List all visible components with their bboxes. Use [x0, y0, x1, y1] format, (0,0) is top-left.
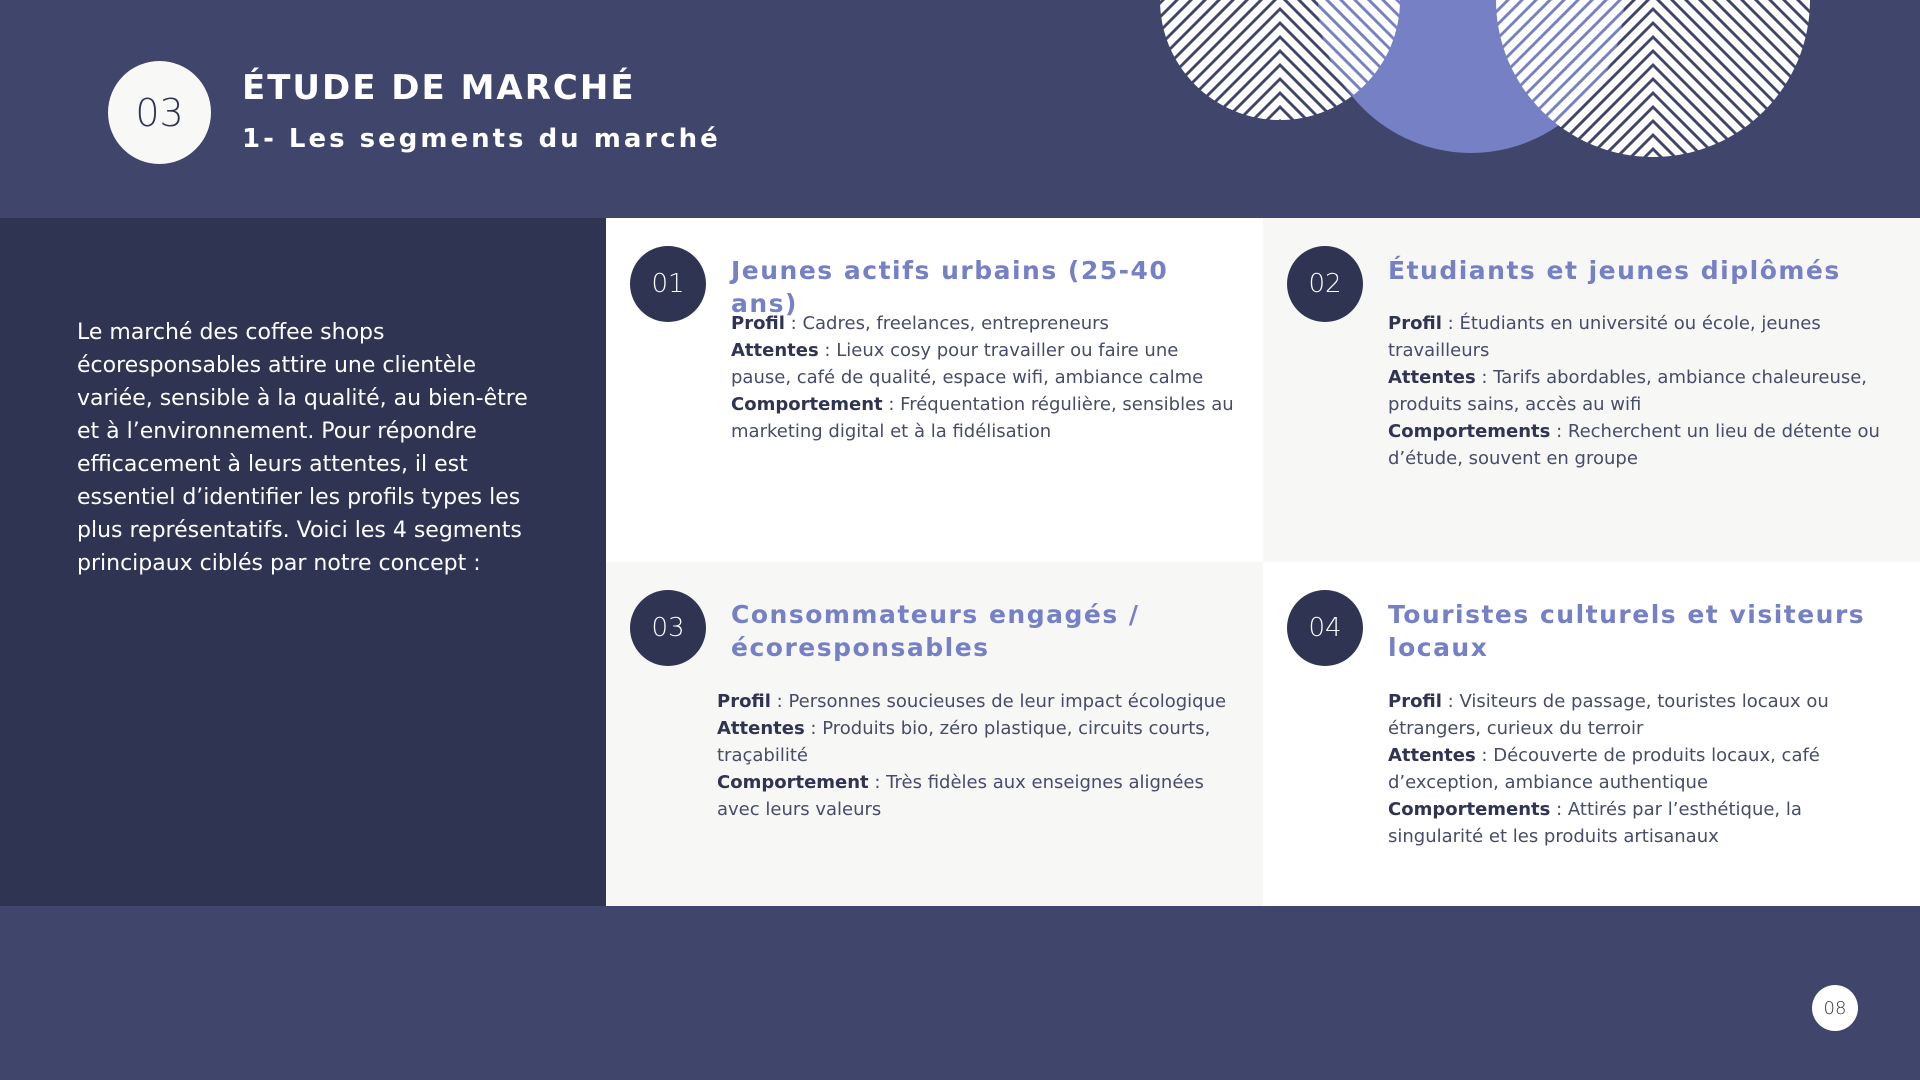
comportement-label: Comportements — [1388, 421, 1551, 442]
segment-number-badge: 01 — [630, 246, 706, 322]
segment-title: Étudiants et jeunes diplômés — [1388, 256, 1841, 285]
striped-semicircle-decoration-icon — [1150, 0, 1830, 160]
segment-card-01 — [606, 218, 1263, 562]
segment-title: Touristes culturels et visiteurs locaux — [1388, 600, 1866, 662]
attentes-label: Attentes — [731, 340, 819, 361]
segment-details — [731, 310, 1241, 445]
attentes-text: : Tarifs abordables, ambiance chaleureuse, produits sains, accès au wifi — [1388, 367, 1868, 415]
chevron-stripe — [1150, 142, 1680, 160]
section-number-badge: 03 — [108, 61, 211, 164]
page-subtitle: 1- Les segments du marché — [242, 124, 721, 154]
profil-text: : Personnes soucieuses de leur impact écologique — [770, 691, 1227, 712]
comportement-text: : Recherchent un lieu de détente ou d’étude, souvent en groupe — [1388, 421, 1880, 469]
profil-text: : Visiteurs de passage, touristes locaux ou étrangers, curieux du terroir — [1388, 691, 1829, 739]
header-band — [0, 0, 1920, 218]
profil-text: : Étudiants en université ou école, jeunes travailleurs — [1388, 313, 1821, 361]
segment-number-badge: 03 — [630, 590, 706, 666]
page-title: ÉTUDE DE MARCHÉ — [242, 68, 636, 108]
attentes-text: : Découverte de produits locaux, café d’exception, ambiance authentique — [1388, 745, 1820, 793]
attentes-label: Attentes — [717, 718, 805, 739]
comportement-text: : Fréquentation régulière, sensibles au marketing digital et à la fidélisation — [731, 394, 1234, 442]
chevron-stripe — [1150, 156, 1680, 160]
intro-panel — [0, 218, 606, 906]
attentes-label: Attentes — [1388, 367, 1476, 388]
attentes-label: Attentes — [1388, 745, 1476, 766]
chevron-stripe — [1253, 156, 1830, 160]
comportement-label: Comportement — [717, 772, 869, 793]
page-number: 08 — [1812, 985, 1858, 1031]
segment-card-02 — [1263, 218, 1920, 562]
segment-details — [1388, 310, 1898, 472]
chevron-stripe — [1253, 142, 1830, 160]
segment-card-04 — [1263, 562, 1920, 906]
attentes-text: : Lieux cosy pour travailler ou faire une pause, café de qualité, espace wifi, ambiance calme — [731, 340, 1204, 388]
comportement-text: : Attirés par l’esthétique, la singularité et les produits artisanaux — [1388, 799, 1802, 847]
comportement-text: : Très fidèles aux enseignes alignées avec leurs valeurs — [717, 772, 1204, 820]
profil-label: Profil — [1388, 313, 1442, 334]
segment-details — [1388, 688, 1898, 850]
segment-title: Consommateurs engagés / écoresponsables — [731, 600, 1140, 662]
segment-number-badge: 04 — [1287, 590, 1363, 666]
profil-label: Profil — [717, 691, 771, 712]
attentes-text: : Produits bio, zéro plastique, circuits courts, traçabilité — [717, 718, 1211, 766]
segment-title: Jeunes actifs urbains (25-40 ans) — [731, 256, 1169, 318]
profil-text: : Cadres, freelances, entrepreneurs — [784, 313, 1109, 334]
comportement-label: Comportements — [1388, 799, 1551, 820]
segment-number-badge: 02 — [1287, 246, 1363, 322]
comportement-label: Comportement — [731, 394, 883, 415]
segment-card-03 — [606, 562, 1263, 906]
segment-details — [717, 688, 1237, 823]
profil-label: Profil — [1388, 691, 1442, 712]
profil-label: Profil — [731, 313, 785, 334]
intro-text: Le marché des coffee shops écoresponsables attire une clientèle variée, sensible à la qualité, au bien-être et à l’environnement. Pour répondre efficacement à leurs attentes, il est essentiel d’identifier les profils types les plus représentatifs. Voici les 4 segments principaux ciblés par notre concept : — [77, 320, 528, 576]
